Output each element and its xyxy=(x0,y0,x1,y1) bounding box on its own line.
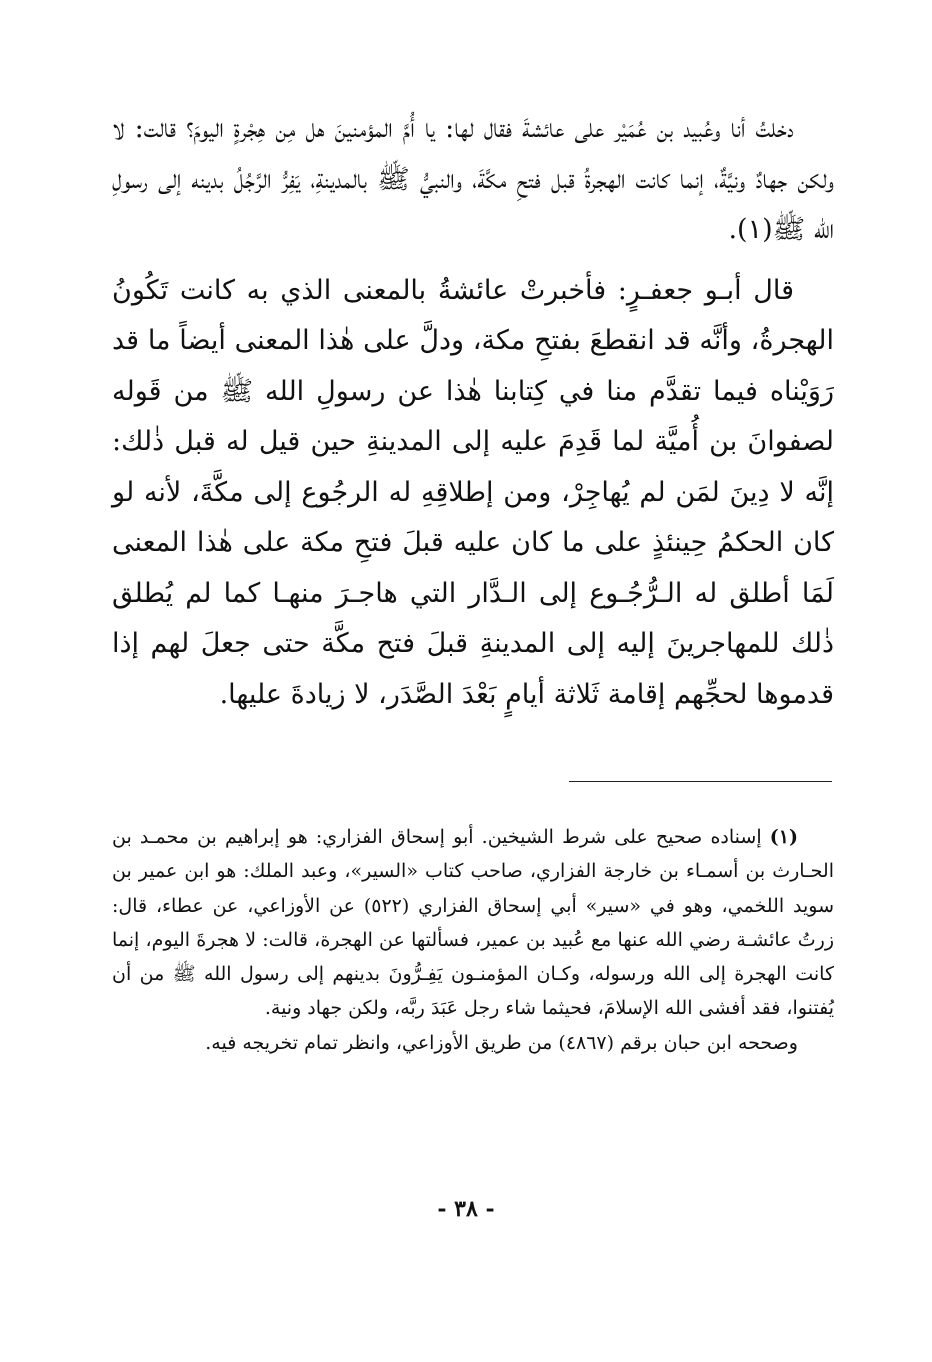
footnote-text: إسناده صحيح على شرط الشيخين. أبو إسحاق الفزاري: هو إبراهيم بن محمـد بن الحـارث بن أسمـاء بن خارجة الفزاري، صاحب كتاب «السير»، وعبد الملك: هو ابن عمير بن سويد اللخمي، وهو في «سير» أبي إسحاق الفزاري (٥٢٢) عن الأوزاعي، عن عطاء، قال: زرتُ عائشـة رضي الله عنها مع عُبيد بن عمير، فسألتها عن الهجرة، قالت: لا هجرةَ اليوم، إنما كانت الهجرة إلى الله ورسوله، وكـان المؤمنـون يَفِـرُّونَ بدينهم إلى رسول الله ﷺ من أن يُفتنوا، فقد أفشى الله الإسلامَ، فحيثما شاء رجل عَبَدَ ربَّه، ولكن جهاد ونية. xyxy=(112,826,834,1020)
footnote-marker: (١) xyxy=(769,826,799,848)
paragraph-2: قال أبـو جعفـرٍ: فأخبرتْ عائشةُ بالمعنى الذي به كانت تَكُونُ الهجرةُ، وأنَّه قد انقطعَ بفتحِ مكة، ودلَّ على هٰذا المعنى أيضاً ما قد رَوَيْناه فيما تقدَّم منا في كِتابنا هٰذا عن رسولِ الله ﷺ من قَوله لصفوانَ بن أُميَّة لما قَدِمَ عليه إلى المدينةِ حين قيل له قبل ذٰلك: إنَّه لا دِينَ لمَن لم يُهاجِرْ، ومن إطلاقِهِ له الرجُوع إلى مكَّةَ، لأنه لو كان الحكمُ حِينئذٍ على ما كان عليه قبلَ فتحِ مكة على هٰذا المعنى لَمَا أطلق له الـرُّجُـوع إلى الـدَّار التي هاجـرَ منهـا كما لم يُطلق ذٰلك للمهاجرينَ إليه إلى المدينةِ قبلَ فتح مكَّة حتى جعلَ لهم إذا قدموها لحجِّهم إقامة ثَلاثة أيامٍ بَعْدَ الصَّدَر، لا زيادةَ عليها. xyxy=(112,274,834,710)
page-number: - ٣٨ - xyxy=(437,1196,495,1222)
footnote-1 xyxy=(112,820,834,1026)
footnote-2 xyxy=(112,1026,834,1060)
footnotes xyxy=(112,820,834,1060)
paragraph-1: دخلتُ أنا وعُبيد بن عُمَيْر على عائشةَ فقال لها: يا أُمَّ المؤمنينَ هل مِن هِجْرةٍ اليومَ؟ قالت: لا ولكن جهادٌ ونيَّةٌ، إنما كانت الهجرةُ قبل فتحِ مكَّةَ، والنبيُّ ﷺ بالمدينةِ، يَفِرُّ الرَّجُلُ بدينه إلى رسولِ الله ﷺ(١). xyxy=(112,113,834,245)
main-text xyxy=(112,104,834,720)
footnote-separator xyxy=(569,781,832,782)
footnote-text: وصححه ابن حبان برقم (٤٨٦٧) من طريق الأوزاعي، وانظر تمام تخريجه فيه. xyxy=(205,1031,798,1054)
